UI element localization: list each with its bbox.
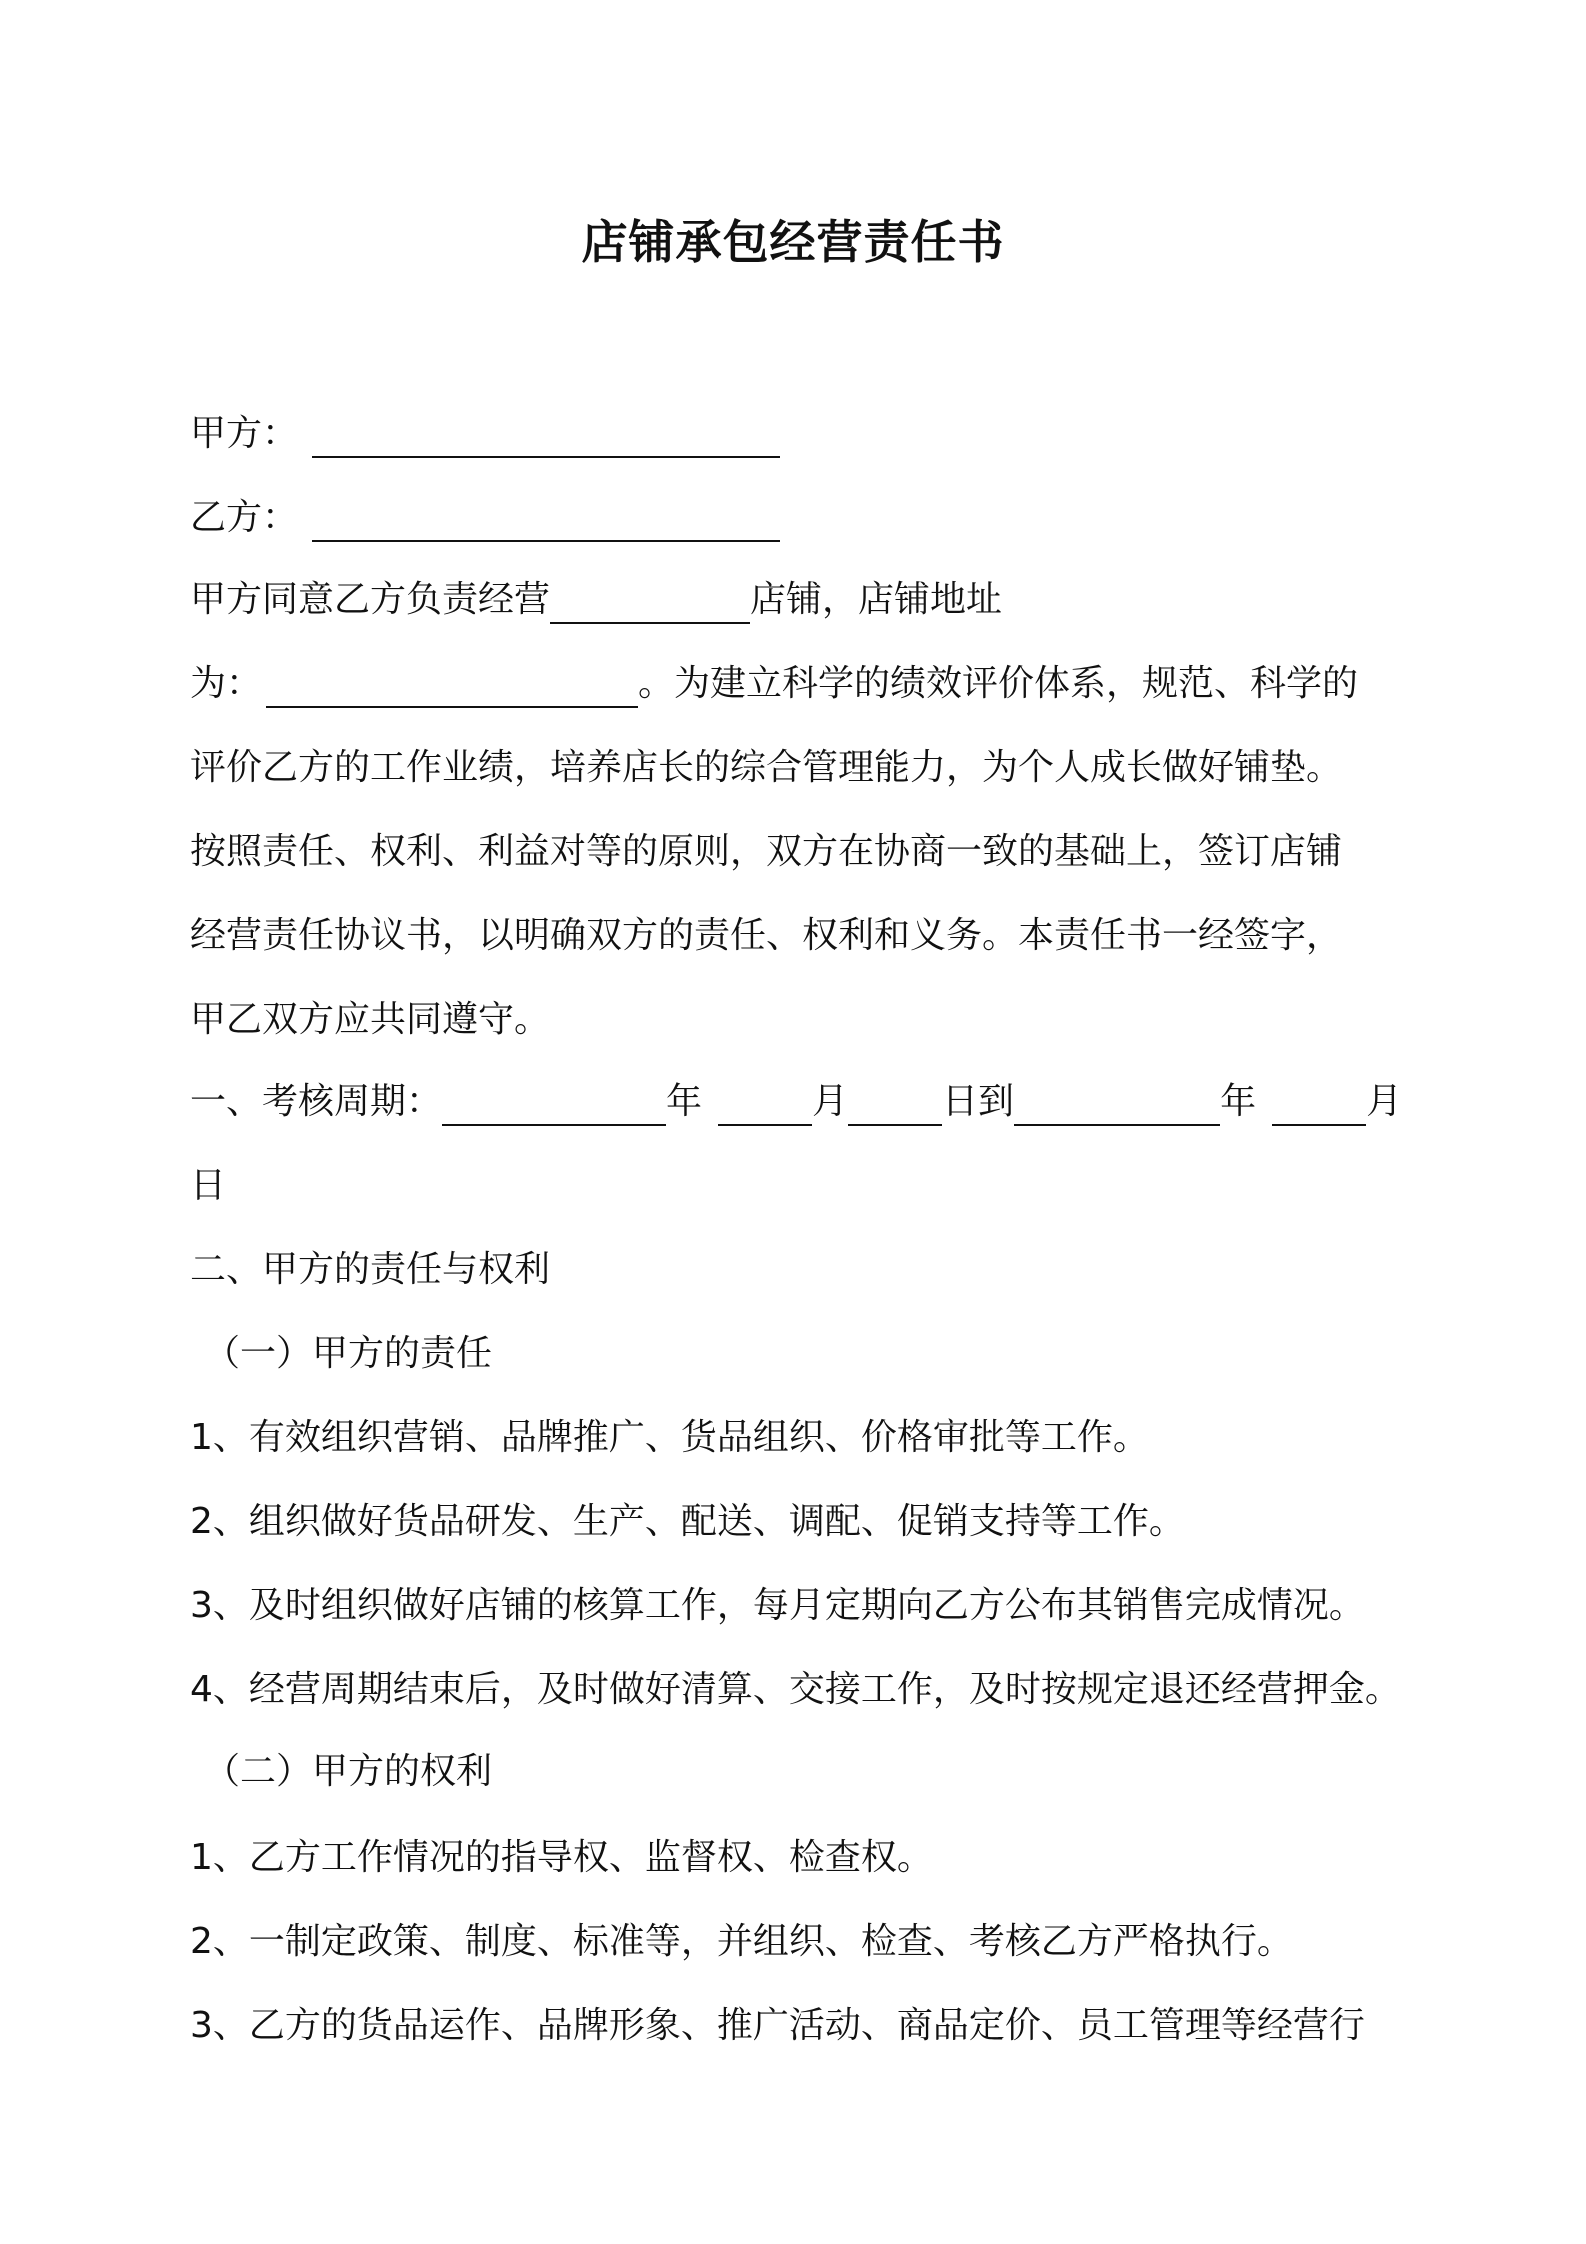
party-b-line (190, 494, 780, 542)
intro-1-b: 店铺，店铺地址 (750, 579, 1003, 620)
period-day-end: 日 (190, 1165, 227, 1206)
intro-2-b: 。为建立科学的绩效评价体系，规范、科学的 (638, 663, 1359, 704)
duty-item: 3、及时组织做好店铺的核算工作，每月定期向乙方公布其销售完成情况。 (190, 1585, 1365, 1626)
duty-item: 2、组织做好货品研发、生产、配送、调配、促销支持等工作。 (190, 1501, 1185, 1542)
end-year-blank[interactable] (1014, 1080, 1220, 1126)
party-a-blank[interactable] (312, 412, 780, 458)
store-address-blank[interactable] (266, 662, 638, 708)
period-line (190, 1078, 1402, 1126)
start-year-blank[interactable] (442, 1080, 666, 1126)
party-b-label: 乙方： (190, 497, 299, 538)
party-a-line (190, 410, 780, 458)
intro-line-4: 按照责任、权利、利益对等的原则，双方在协商一致的基础上，签订店铺 (190, 831, 1343, 872)
section-2-heading: 二、甲方的责任与权利 (190, 1249, 551, 1290)
party-b-blank[interactable] (312, 496, 780, 542)
duty-item: 4、经营周期结束后，及时做好清算、交接工作，及时按规定退还经营押金。 (190, 1669, 1401, 1710)
intro-line-5: 经营责任协议书，以明确双方的责任、权利和义务。本责任书一经签字， (190, 915, 1343, 956)
end-month-blank[interactable] (1272, 1080, 1366, 1126)
sub-1-heading: （一）甲方的责任 (204, 1333, 493, 1374)
period-month-1: 月 (812, 1081, 849, 1122)
intro-line-2 (190, 660, 1358, 708)
duty-item: 1、有效组织营销、品牌推广、货品组织、价格审批等工作。 (190, 1417, 1149, 1458)
period-year-1: 年 (666, 1081, 703, 1122)
sub-2-heading: （二）甲方的权利 (204, 1751, 493, 1792)
intro-line-1 (190, 576, 1002, 624)
period-day-to: 日到 (942, 1081, 1015, 1122)
start-month-blank[interactable] (718, 1080, 812, 1126)
party-a-label: 甲方： (190, 413, 299, 454)
store-name-blank[interactable] (550, 578, 750, 624)
period-label: 一、考核周期： (190, 1081, 443, 1122)
right-item: 1、乙方工作情况的指导权、监督权、检查权。 (190, 1837, 933, 1878)
right-item: 3、乙方的货品运作、品牌形象、推广活动、商品定价、员工管理等经营行 (190, 2005, 1365, 2046)
period-month-2: 月 (1366, 1081, 1403, 1122)
intro-2-a: 为： (190, 663, 263, 704)
right-item: 2、一制定政策、制度、标准等，并组织、检查、考核乙方严格执行。 (190, 1921, 1293, 1962)
start-day-blank[interactable] (848, 1080, 942, 1126)
document-title: 店铺承包经营责任书 (581, 215, 1005, 269)
intro-1-a: 甲方同意乙方负责经营 (190, 579, 551, 620)
period-year-2: 年 (1220, 1081, 1257, 1122)
intro-line-3: 评价乙方的工作业绩，培养店长的综合管理能力，为个人成长做好铺垫。 (190, 747, 1343, 788)
intro-line-6: 甲乙双方应共同遵守。 (190, 999, 551, 1040)
